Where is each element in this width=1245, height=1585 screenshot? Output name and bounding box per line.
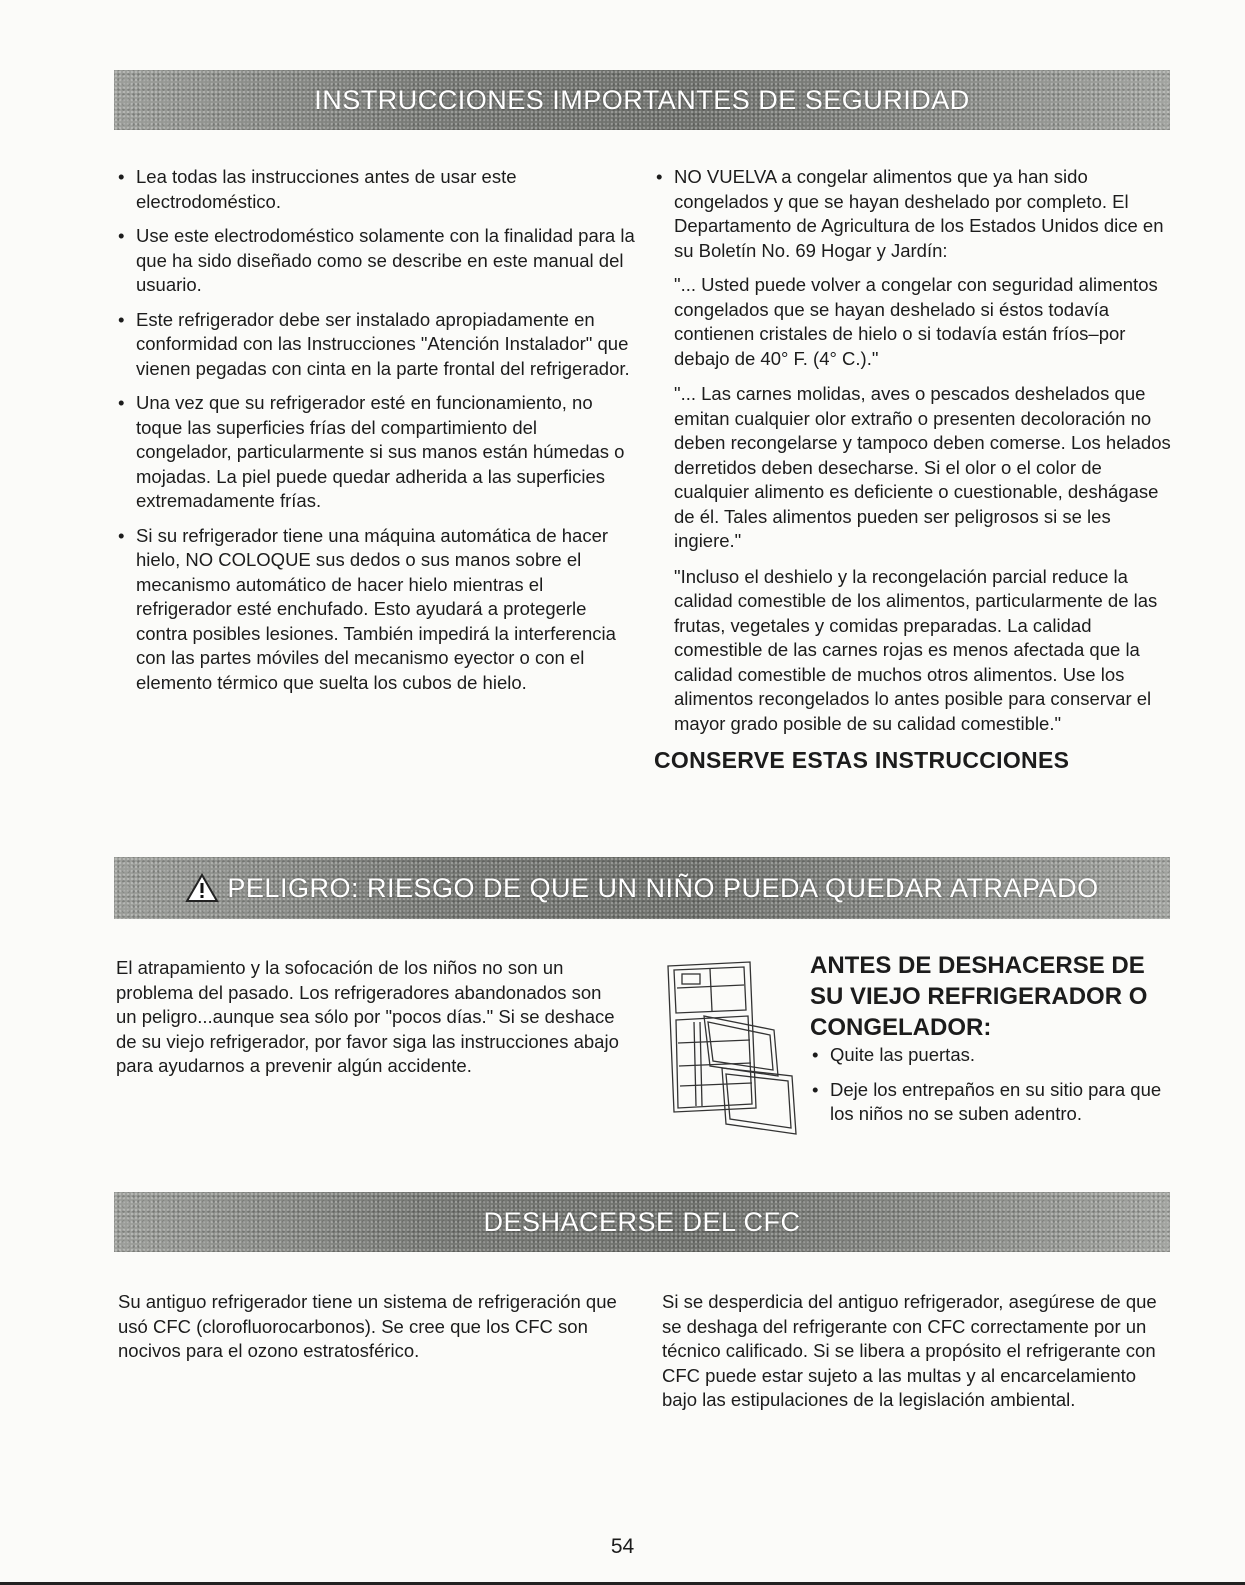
list-item: • Lea todas las instrucciones antes de usar este electrodoméstico. <box>116 165 636 214</box>
danger-banner <box>114 857 1170 919</box>
open-refrigerator-illustration <box>664 958 799 1138</box>
cfc-title: DESHACERSE DEL CFC <box>483 1206 801 1237</box>
cfc-left-paragraph: Su antiguo refrigerador tiene un sistema de refrigeración que usó CFC (clorofluorocarbonos). Se cree que los CFC son nocivos para el ozono estratosférico. <box>118 1291 617 1361</box>
usda-quote-1: "... Usted puede volver a congelar con seguridad alimentos congelados que se hayan deshelado si éstos todavía contienen cristales de hielo o si todavía están fríos–por debajo de 40° F. (4° C.)." <box>674 274 1158 369</box>
list-item: • NO VUELVA a congelar alimentos que ya han sido congelados y que se hayan deshelado por completo. El Departamento de Agricultura de los Estados Unidos dice en su Boletín No. 69 Hogar y Jardín: <box>654 165 1174 263</box>
safety-left-column <box>116 165 636 705</box>
cfc-banner <box>114 1192 1170 1252</box>
usda-quote-3: "Incluso el deshielo y la recongelación parcial reduce la calidad comestible de los alimentos, particularmente de las frutas, vegetales y comidas preparadas. La calidad comestible de las carnes rojas es menos afectada que la calidad comestible de muchos otros alimentos. Use los alimentos recongelados lo antes posible para conservar el mayor grado posible de su calidad comestible." <box>674 565 1158 734</box>
entrapment-paragraph-container <box>116 956 626 1079</box>
safety-instructions-banner <box>114 70 1170 130</box>
danger-title: PELIGRO: RIESGO DE QUE UN NIÑO PUEDA QUEDAR ATRAPADO <box>227 872 1099 903</box>
entrapment-paragraph: El atrapamiento y la sofocación de los niños no son un problema del pasado. Los refrigeradores abandonados son un peligro...aunque sea sólo por "pocos días." Si se deshace de su viejo refrigerador, por favor siga las instrucciones abajo para ayudarnos a prevenir algún accidente. <box>116 957 619 1076</box>
list-item: • Este refrigerador debe ser instalado apropiadamente en conformidad con las Instrucciones "Atención Instalador" que vienen pegadas con cinta en la parte frontal del refrigerador. <box>116 308 636 382</box>
warning-triangle-icon <box>185 873 219 903</box>
save-instructions-heading: CONSERVE ESTAS INSTRUCCIONES <box>654 747 1070 773</box>
safety-right-column <box>654 165 1174 773</box>
safety-instructions-title: INSTRUCCIONES IMPORTANTES DE SEGURIDAD <box>314 84 970 115</box>
before-disposal-list <box>810 1043 1170 1127</box>
cfc-right-column <box>662 1290 1172 1413</box>
usda-quote-2: "... Las carnes molidas, aves o pescados deshelados que emitan cualquier olor extraño o presenten decoloración no deben recongelarse y tampoco deben comerse. Los helados derretidos deben desecharse. Si el olor o el color de cualquier alimento es deficiente o cuestionable, deshágase de él. Tales alimentos pueden ser peligrosos si se les ingiere." <box>674 383 1171 551</box>
cfc-right-paragraph: Si se desperdicia del antiguo refrigerador, asegúrese de que se deshaga del refrigerante con CFC correctamente por un técnico calificado. Si se libera a propósito el refrigerante con CFC puede estar sujeto a las multas y al encarcelamiento bajo las estipulaciones de la legislación ambiental. <box>662 1291 1157 1410</box>
cfc-left-column <box>118 1290 638 1364</box>
list-item: • Use este electrodoméstico solamente con la finalidad para la que ha sido diseñado como se describe en este manual del usuario. <box>116 224 636 298</box>
refreeze-bullet-list <box>654 165 1174 263</box>
list-item: • Deje los entrepaños en su sitio para que los niños no se suben adentro. <box>810 1078 1170 1127</box>
list-item: • Una vez que su refrigerador esté en funcionamiento, no toque las superficies frías del compartimiento del congelador, particularmente si sus manos están húmedas o mojadas. La piel puede quedar adherida a las superficies extremadamente frías. <box>116 391 636 514</box>
safety-bullet-list <box>116 165 636 695</box>
before-disposal-heading: ANTES DE DESHACERSE DE SU VIEJO REFRIGERADOR O CONGELADOR: <box>810 952 1148 1041</box>
list-item: • Si su refrigerador tiene una máquina automática de hacer hielo, NO COLOQUE sus dedos o sus manos sobre el mecanismo automático de hacer hielo mientras el refrigerador esté enchufado. Esto ayudará a protegerle contra posibles lesiones. También impedirá la interferencia con las partes móviles del mecanismo eyector o con el elemento térmico que suelta los cubos de hielo. <box>116 524 636 696</box>
list-item: • Quite las puertas. <box>810 1043 1170 1068</box>
before-disposal-list-container <box>810 1043 1170 1137</box>
page-number: 54 <box>610 1535 635 1558</box>
